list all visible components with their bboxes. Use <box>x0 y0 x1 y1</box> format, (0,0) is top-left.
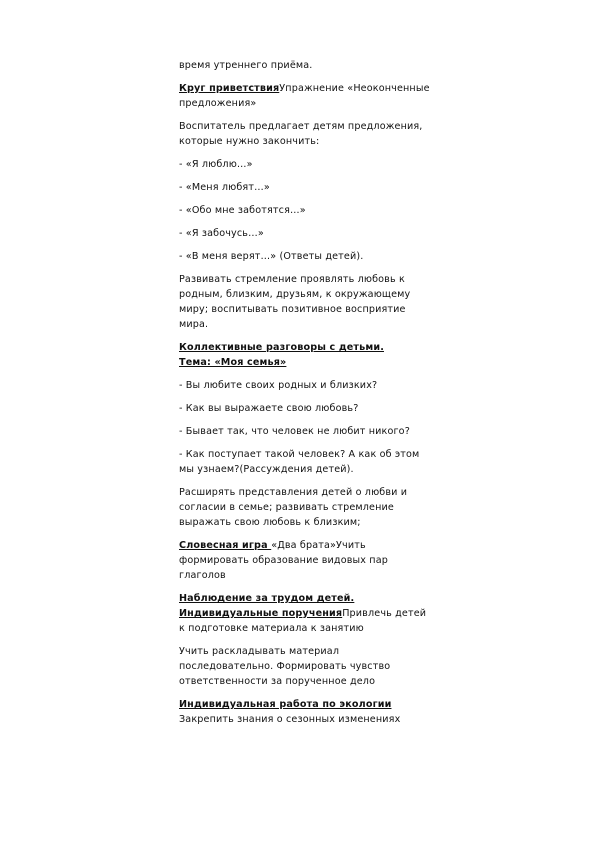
paragraph-collective-talks <box>179 340 434 370</box>
paragraph-greeting-circle <box>179 81 434 111</box>
paragraph-expand-ideas: Расширять представления детей о любви и согласии в семье; развивать стремление выражать свою любовь к близким; <box>179 487 408 528</box>
word-game-text: «Два брата»Учить формировать образование видовых пар глаголов <box>179 540 388 581</box>
heading-observation: Наблюдение за трудом детей. <box>179 593 355 604</box>
heading-word-game: Словесная игра <box>179 540 272 551</box>
heading-collective-talks: Коллективные разговоры с детьми. <box>179 342 384 353</box>
paragraph-intro: время утреннего приёма. <box>179 60 313 71</box>
list-item: - «Я забочусь…» <box>179 228 264 239</box>
ecology-text: Закрепить знания о сезонных изменениях <box>179 714 401 725</box>
heading-greeting-circle: Круг приветствия <box>179 83 280 94</box>
paragraph-word-game <box>179 538 434 583</box>
paragraph-develop-love: Развивать стремление проявлять любовь к родным, близким, друзьям, к окружающему миру; воспитывать позитивное восприятие мира. <box>179 274 411 330</box>
paragraph-observation <box>179 591 434 636</box>
paragraph-ecology <box>179 697 434 727</box>
document-page <box>179 58 434 728</box>
list-item: - «Я люблю…» <box>179 159 253 170</box>
list-item: - «В меня верят…» (Ответы детей). <box>179 251 364 262</box>
list-item: - Как вы выражаете свою любовь? <box>179 403 359 414</box>
list-item: - Вы любите своих родных и близких? <box>179 380 378 391</box>
heading-topic-family: Тема: «Моя семья» <box>179 357 287 368</box>
greeting-circle-text: Упражнение «Неоконченные предложения» <box>179 83 430 109</box>
individual-tasks-text: Привлечь детей к подготовке материала к занятию <box>179 608 427 634</box>
paragraph-teach-arrange: Учить раскладывать материал последовательно. Формировать чувство ответственности за порученное дело <box>179 646 391 687</box>
list-item: - Как поступает такой человек? А как об этом мы узнаем?(Рассуждения детей). <box>179 449 420 475</box>
list-item: - «Меня любят…» <box>179 182 270 193</box>
list-item: - Бывает так, что человек не любит никого? <box>179 426 410 437</box>
heading-ecology-work: Индивидуальная работа по экологии <box>179 699 392 710</box>
heading-individual-tasks: Индивидуальные поручения <box>179 608 343 619</box>
paragraph-teacher-offers: Воспитатель предлагает детям предложения, которые нужно закончить: <box>179 121 423 147</box>
list-item: - «Обо мне заботятся…» <box>179 205 306 216</box>
